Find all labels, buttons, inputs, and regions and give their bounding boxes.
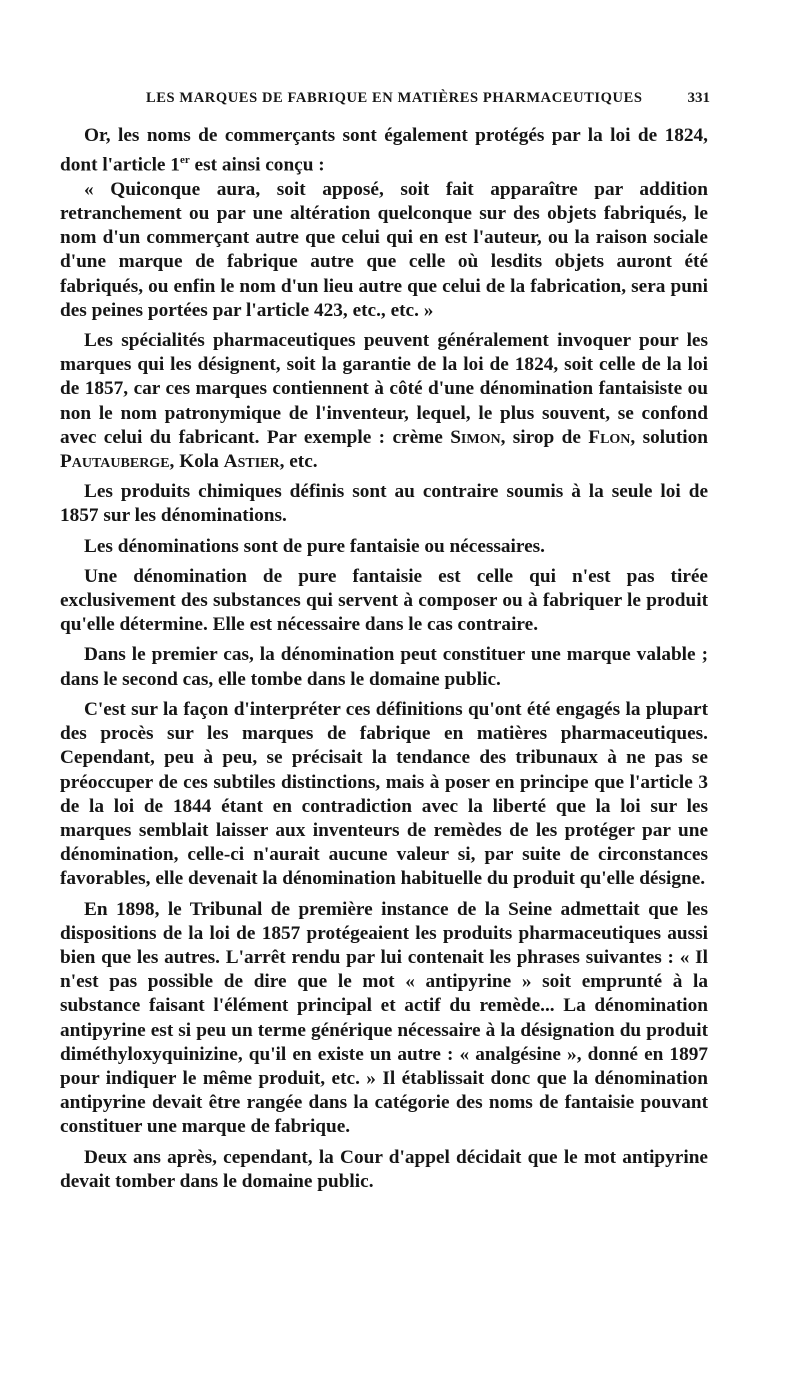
example-prefix: sirop de	[505, 426, 589, 448]
brand-name: Flon	[588, 426, 631, 448]
paragraph-premier-cas: Dans le premier cas, la dénomination peut constituer une marque valable ; dans le second cas, elle tombe dans le domaine public.	[60, 644, 708, 690]
example-suffix: ,	[630, 426, 636, 448]
paragraph-1	[60, 124, 708, 178]
example-prefix: Kola	[174, 451, 224, 473]
brand-name: Astier	[223, 451, 280, 473]
example-suffix: ,	[500, 426, 506, 448]
book-page	[60, 0, 708, 1382]
running-header	[60, 90, 708, 114]
example-prefix: solution	[635, 426, 709, 448]
brand-name: Simon	[450, 426, 501, 448]
example-suffix: ,	[169, 451, 175, 473]
body-text	[60, 124, 708, 1194]
paragraph-specialites	[60, 329, 708, 474]
paragraph-quotation: « Quiconque aura, soit apposé, soit fait apparaître par addition retranchement ou par une altération quelconque sur des objets fabriqués, le nom d'un commerçant autre que celui qui en est l'auteur, ou la raison sociale d'une marque de fabrique autre que celle où lesdits objets auront été fabriqués, ou enfin le nom d'un lieu autre que celui de la fabrication, sera puni des peines portées par l'article 423, etc., etc. »	[60, 178, 708, 321]
paragraph-text: Or, les noms de commerçants sont également protégés par la loi de 1824, dont l'article 1	[60, 125, 708, 176]
paragraph-text: est ainsi conçu :	[189, 154, 325, 176]
paragraph-cour-appel: Deux ans après, cependant, la Cour d'appel décidait que le mot antipyrine devait tomber dans le domaine public.	[60, 1146, 708, 1192]
ordinal-superscript: er	[179, 154, 190, 167]
brand-name: Pautauberge	[60, 451, 170, 473]
paragraph-text: Les spécialités pharmaceutiques peuvent généralement invoquer pour les marques qui les désignent, soit la garantie de la loi de 1824, soit celle de la loi de 1857, car ces marques contiennent à côté d'une dénomination fantaisiste ou non le nom patronymique de l'inventeur, lequel, le plus souvent, se confond avec celui du fabricant. Par exemple :	[60, 330, 708, 448]
paragraph-denominations: Les dénominations sont de pure fantaisie ou nécessaires.	[84, 535, 545, 557]
running-title: LES MARQUES DE FABRIQUE EN MATIÈRES PHARMACEUTIQUES	[146, 90, 643, 106]
page-number: 331	[687, 90, 710, 106]
paragraph-interpretation: C'est sur la façon d'interpréter ces définitions qu'ont été engagés la plupart des procès sur les marques de fabrique en matières pharmaceutiques. Cependant, peu à peu, se précisait la tendance des tribunaux à ne pas se préoccuper de ces subtiles distinctions, mais à poser en principe que l'article 3 de la loi de 1844 étant en contradiction avec la liberté que la loi sur les marques semblait laisser aux inventeurs de remèdes de les protéger par une dénomination, celle-ci n'aurait aucune valeur si, par suite de circonstances favorables, elle devenait la dénomination habituelle du produit qu'elle désigne.	[60, 698, 708, 890]
paragraph-pure-fantaisie: Une dénomination de pure fantaisie est celle qui n'est pas tirée exclusivement des substances qui servent à composer ou à fabriquer le produit qu'elle détermine. Elle est nécessaire dans le cas contraire.	[60, 565, 708, 636]
paragraph-produits-chimiques: Les produits chimiques définis sont au contraire soumis à la seule loi de 1857 sur les dénominations.	[60, 481, 708, 527]
example-suffix: , etc.	[279, 451, 318, 473]
example-prefix: crème	[385, 426, 451, 448]
paragraph-tribunal-1898: En 1898, le Tribunal de première instance de la Seine admettait que les dispositions de la loi de 1857 protégeaient les produits pharmaceutiques aussi bien que les autres. L'arrêt rendu par lui contenait les phrases suivantes : « Il n'est pas possible de dire que le mot « antipyrine » soit emprunté à la substance faisant l'élément principal et actif du remède... La dénomination antipyrine est si peu un terme générique nécessaire à la désignation du produit diméthyloxyquinizine, qu'il en existe un autre : « analgésine », donné en 1897 pour indiquer le même produit, etc. » Il établissait donc que la dénomination antipyrine devait être rangée dans la catégorie des noms de fantaisie pouvant constituer une marque de fabrique.	[60, 898, 708, 1138]
